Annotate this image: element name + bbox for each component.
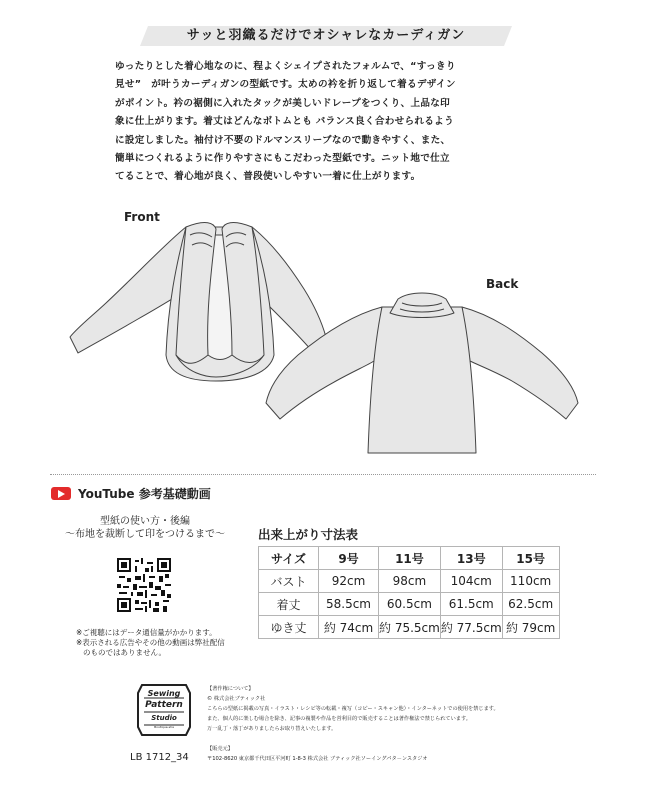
legal-line: こちらの型紙に掲載の写真・イラスト・レシピ等の転載・複写（コピー・スキャン他）・インターネットでの使用を禁じます。 [207,706,499,712]
legal-line: © 株式会社ブティック社 [207,696,266,702]
table-header-cell: サイズ [259,547,319,570]
legal-notice [207,684,499,764]
logo-text: Sewing [147,689,181,698]
description [115,58,545,187]
logo-text: Studio [151,714,177,722]
legal-line: また、個人的に楽しむ場合を除き、記事の複製や作品を営利目的で販売することは著作権法で禁じられています。 [207,716,471,722]
table-cell: 約 77.5cm [440,616,502,639]
table-row [259,616,560,639]
table-header-row [259,547,560,570]
play-triangle-icon [58,490,65,498]
front-label: Front [124,210,160,224]
description-line: がポイント。衿の裾側に入れたタックが美しいドレープをつくり、上品な印 [115,97,451,109]
table-cell: 60.5cm [379,593,441,616]
table-cell: 110cm [502,570,559,593]
table-row [259,593,560,616]
logo-text: Pattern [145,700,183,710]
legal-line: 〒102-8620 東京都千代田区平河町 1-8-3 株式会社 ブティック社ソーイングパタ－ンスタジオ [207,756,428,762]
table-cell: 約 79cm [502,616,559,639]
logo-text: Boutique-sha [154,725,174,729]
description-line: 簡単につくれるように作りやすさにもこだわった型紙です。ニット地で仕立 [115,153,450,165]
page-title: サッと羽織るだけでオシャレなカーディガン [186,28,466,43]
legal-line: 【著作権について】 [207,686,254,692]
table-cell: 62.5cm [502,593,559,616]
video-title-line: 型紙の使い方・後編 [100,516,190,527]
note-line: ※表示される広告やその他の動画は弊社配信 [76,638,225,647]
description-line: 象に仕上がります。着丈はどんなボトムとも バランス良く合わせられるよう [115,116,454,128]
legal-line [207,734,499,744]
back-label: Back [486,277,519,291]
table-header-cell: 11号 [379,547,441,570]
description-line: に設定しました。袖付け不要のドルマンスリーブなので動きやすく、また、 [115,134,451,146]
table-row-header: バスト [259,570,319,593]
table-header-cell: 15号 [502,547,559,570]
table-cell: 58.5cm [319,593,379,616]
youtube-label[interactable]: YouTube 参考基礎動画 [78,487,211,501]
table-header-cell: 9号 [319,547,379,570]
table-header-cell: 13号 [440,547,502,570]
video-title-line: ～布地を裁断して印をつけるまで～ [65,529,225,540]
table-cell: 92cm [319,570,379,593]
table-row-header: 着丈 [259,593,319,616]
description-line: ゆったりとした着心地なのに、程よくシェイプされたフォルムで、“すっきり [115,61,456,72]
table-cell: 104cm [440,570,502,593]
note-line: のものではありません。 [83,648,166,657]
note-line: ※ご視聴にはデータ通信量がかかります。 [76,628,217,637]
qr-code[interactable] [117,558,171,612]
size-chart-heading: 出来上がり寸法表 [258,527,359,542]
table-cell: 61.5cm [440,593,502,616]
table-cell: 98cm [379,570,441,593]
table-cell: 約 75.5cm [379,616,441,639]
section-divider [50,474,596,475]
description-line: てることで、着心地が良く、普段使いしやすい一着に仕上がります。 [115,171,421,183]
table-row-header: ゆき丈 [259,616,319,639]
back-garment-illustration [262,285,584,460]
size-chart-table [258,546,560,639]
legal-line: 【販売元】 [207,746,233,752]
legal-line: 万一乱丁・落丁がありましたらお取り替えいたします。 [207,726,337,732]
product-code: LB 1712_34 [130,752,189,763]
description-line: 見せ” が叶うカーディガンの型紙です。太めの衿を折り返して着るデザイン [115,79,456,91]
table-row [259,570,560,593]
table-cell: 約 74cm [319,616,379,639]
